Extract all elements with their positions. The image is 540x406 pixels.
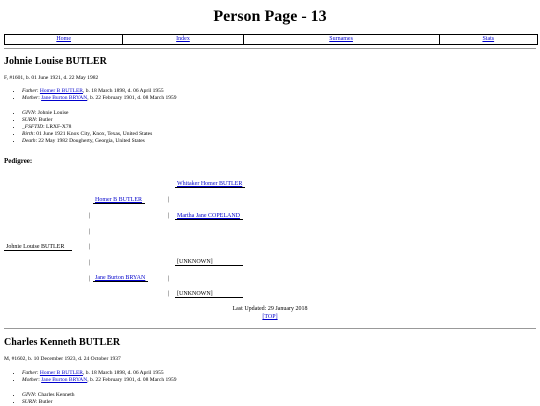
pedigree-mm bbox=[175, 291, 243, 297]
pedigree-connector: | bbox=[89, 213, 91, 219]
person-name: Johnie Louise BUTLER bbox=[4, 56, 107, 67]
parents-list bbox=[22, 370, 176, 384]
mother-dates: , b. 22 February 1901, d. 08 March 1959 bbox=[87, 95, 177, 101]
divider bbox=[4, 328, 536, 329]
father-link[interactable]: Homer B BUTLER bbox=[39, 88, 83, 94]
givn-value: : Johnie Louise bbox=[34, 110, 69, 116]
father-label: Father bbox=[22, 88, 37, 94]
surn-value: : Butler bbox=[35, 399, 53, 405]
father-item: • Father: Homer B BUTLER, b. 18 March 1898, d. 06 April 1955 bbox=[22, 88, 176, 95]
page-title: Person Page - 13 bbox=[213, 8, 327, 25]
nav-surnames-link[interactable]: Surnames bbox=[329, 36, 353, 42]
top-link[interactable]: [TOP] bbox=[262, 314, 278, 320]
father-item: • Father: Homer B BUTLER, b. 18 March 1898, d. 06 April 1955 bbox=[22, 370, 176, 377]
nav-surnames-cell bbox=[243, 35, 439, 44]
parents-list bbox=[22, 88, 176, 102]
pedigree-mm-name: [UNKNOWN] bbox=[175, 291, 243, 298]
pedigree-connector: | bbox=[89, 260, 91, 266]
mother-item: • Mother: Jane Burton BRYAN, b. 22 February 1901, d. 08 March 1959 bbox=[22, 95, 176, 102]
nav-home-link[interactable]: Home bbox=[56, 36, 71, 42]
pedigree-heading: Pedigree: bbox=[4, 157, 33, 165]
mother-link[interactable]: Jane Burton BRYAN bbox=[41, 95, 88, 101]
surn-label: SURN bbox=[22, 117, 36, 123]
pedigree-connector: | bbox=[168, 197, 170, 203]
pedigree-self-name: Johnie Louise BUTLER bbox=[4, 244, 72, 251]
pedigree-mf-name: [UNKNOWN] bbox=[175, 259, 243, 266]
mother-link[interactable]: Jane Burton BRYAN bbox=[41, 377, 88, 383]
facts-list bbox=[22, 110, 152, 145]
nav-stats-link[interactable]: Stats bbox=[482, 36, 495, 42]
pedigree-ff-link[interactable]: Whitaker Homer BUTLER bbox=[177, 181, 243, 187]
father-link[interactable]: Homer B BUTLER bbox=[39, 370, 83, 376]
pedigree-mother-link[interactable]: Jane Burton BRYAN bbox=[95, 275, 146, 281]
pedigree-connector: | bbox=[89, 276, 91, 282]
fact-surn bbox=[22, 117, 152, 124]
divider bbox=[4, 48, 536, 49]
mother-label: Mother bbox=[22, 95, 39, 101]
death-value: : 22 May 1982 Dougherty, Georgia, United States bbox=[35, 138, 145, 144]
nav-bar bbox=[4, 34, 538, 45]
mother-label: Mother bbox=[22, 377, 39, 383]
pedigree-mf bbox=[175, 259, 243, 265]
person-name: Charles Kenneth BUTLER bbox=[4, 337, 121, 348]
nav-home-cell bbox=[5, 35, 122, 44]
fact-death bbox=[22, 138, 152, 145]
last-updated: Last Updated: 29 January 2018 bbox=[232, 306, 308, 312]
father-dates: , b. 18 March 1898, d. 06 April 1955 bbox=[82, 88, 164, 94]
fact-birth bbox=[22, 131, 152, 138]
person-summary: F, #1601, b. 01 June 1921, d. 22 May 1982 bbox=[4, 75, 99, 81]
pedigree-connector: | bbox=[89, 229, 91, 235]
fsftid-value: : LRXF-X78 bbox=[43, 124, 72, 130]
pedigree-fm bbox=[175, 213, 243, 219]
pedigree-father bbox=[93, 197, 145, 203]
surn-label: SURN bbox=[22, 399, 36, 405]
top-link-wrap bbox=[0, 314, 540, 320]
death-label: Death bbox=[22, 138, 36, 144]
person-summary: M, #1602, b. 10 December 1923, d. 24 October 1937 bbox=[4, 356, 121, 362]
pedigree-fm-link[interactable]: Martha Jane COPELAND bbox=[177, 213, 240, 219]
givn-label: GIVN bbox=[22, 110, 35, 116]
fact-givn bbox=[22, 392, 75, 399]
father-dates: , b. 18 March 1898, d. 06 April 1955 bbox=[82, 370, 164, 376]
mother-dates: , b. 22 February 1901, d. 08 March 1959 bbox=[87, 377, 177, 383]
pedigree-self bbox=[4, 244, 72, 250]
pedigree-connector: | bbox=[168, 213, 170, 219]
fsftid-label: _FSFTID bbox=[22, 124, 44, 130]
pedigree-connector: | bbox=[168, 291, 170, 297]
surn-value: : Butler bbox=[35, 117, 53, 123]
nav-index-link[interactable]: Index bbox=[176, 36, 190, 42]
fact-fsftid bbox=[22, 124, 152, 131]
facts-list bbox=[22, 392, 75, 406]
birth-label: Birth bbox=[22, 131, 34, 137]
pedigree-ff bbox=[175, 181, 245, 187]
givn-value: : Charles Kenneth bbox=[34, 392, 75, 398]
nav-index-cell bbox=[122, 35, 242, 44]
givn-label: GIVN bbox=[22, 392, 35, 398]
nav-stats-cell bbox=[439, 35, 537, 44]
pedigree-father-link[interactable]: Homer B BUTLER bbox=[95, 197, 142, 203]
pedigree-mother bbox=[93, 275, 148, 281]
mother-item: • Mother: Jane Burton BRYAN, b. 22 February 1901, d. 08 March 1959 bbox=[22, 377, 176, 384]
fact-givn bbox=[22, 110, 152, 117]
father-label: Father bbox=[22, 370, 37, 376]
birth-value: : 01 June 1921 Knox City, Knox, Texas, United States bbox=[33, 131, 153, 137]
pedigree-connector: | bbox=[89, 244, 91, 250]
pedigree-connector: | bbox=[168, 276, 170, 282]
